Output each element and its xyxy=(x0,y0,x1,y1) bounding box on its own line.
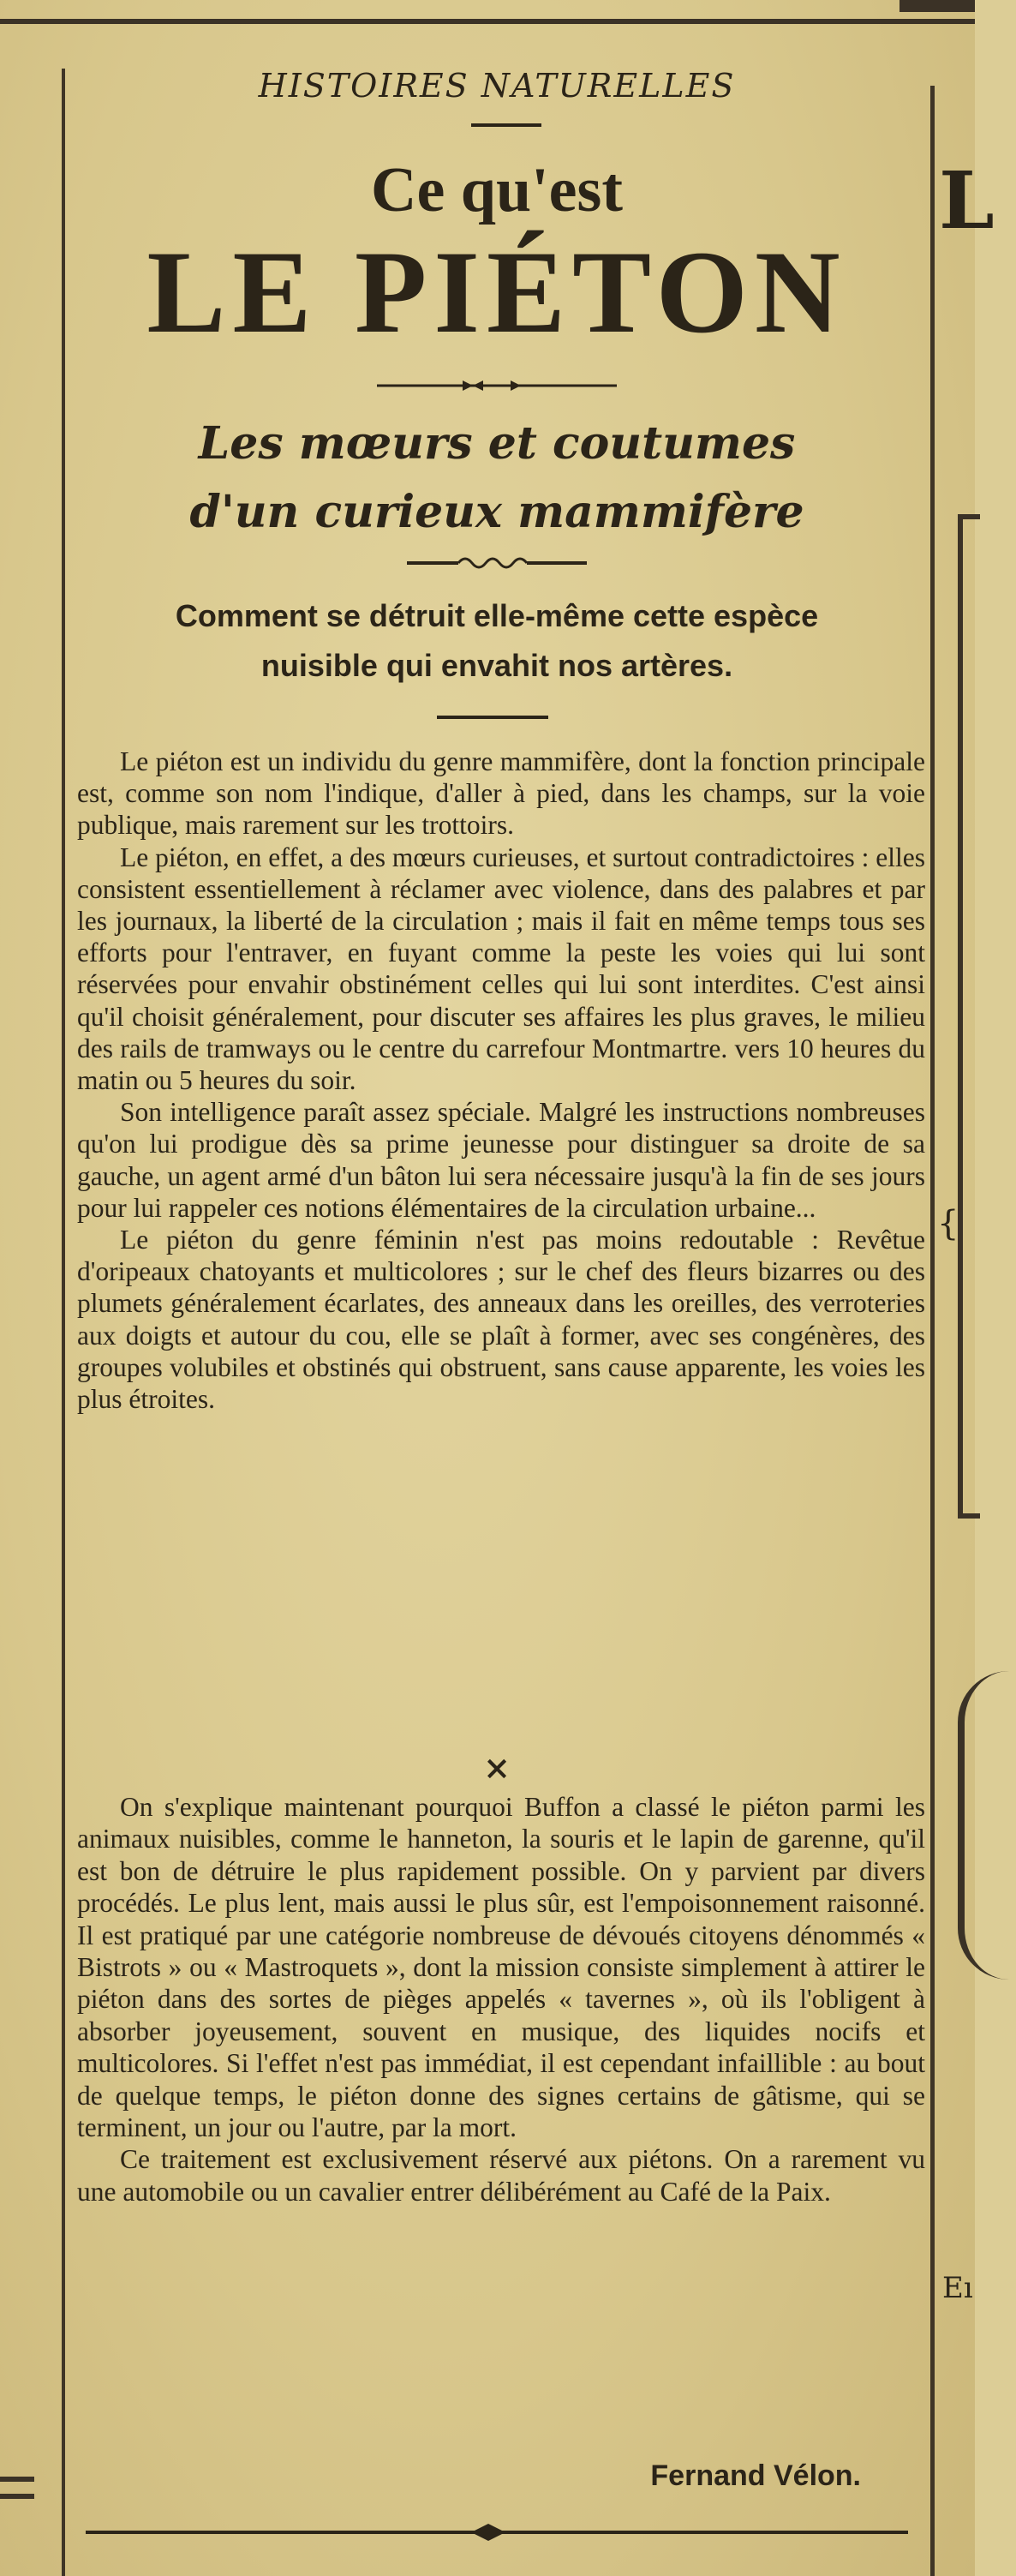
paragraph: Son intelligence paraît assez spéciale. Malgré les instructions nombreuses qu'on lui prodigue dès sa prime jeunesse pour distinguer sa droite de sa gauche, un agent armé d'un bâton lui sera nécessaire jusqu'à la fin de ses jours pour lui rappeler ces notions élémentaires de la circulation urbaine... xyxy=(77,1097,925,1223)
article-body-part-1 xyxy=(77,746,925,1415)
article-subtitle xyxy=(69,410,925,547)
left-column-rule xyxy=(62,69,65,2576)
paragraph: Ce traitement est exclusivement réservé aux piétons. On a rarement vu une automobile ou un cavalier entrer délibérément au Café de la Paix. xyxy=(77,2144,925,2207)
deck-line-2: nuisible qui envahit nos artères. xyxy=(260,648,733,683)
author-signature: Fernand Vélon. xyxy=(650,2459,861,2492)
adjacent-column-frame xyxy=(958,514,980,1519)
section-separator: × xyxy=(483,1748,511,1787)
deck-rule xyxy=(437,716,548,719)
adjacent-column-letters: Eı xyxy=(942,2271,973,2305)
top-right-rule xyxy=(899,0,975,12)
left-edge-mark-2 xyxy=(0,2494,34,2499)
section-rubric: HISTOIRES NATURELLES xyxy=(258,67,736,105)
paragraph: Le piéton, en effet, a des mœurs curieuses, et surtout contradictoires : elles consistent essentiellement à réclamer avec violence, dans des palabres et par les journaux, la liberté de la circulation ; mais il fait en même temps tous ses efforts pour l'entraver, en fuyant comme la peste les voies qui lui sont réservées pour envahir obstinément celles qui lui sont interdites. C'est ainsi qu'il choisit généralement, pour discuter ses affaires les plus graves, le milieu des rails de tramways ou le centre du carrefour Montmartre. vers 10 heures du matin ou 5 heures du soir. xyxy=(77,842,925,1096)
article-deck xyxy=(69,591,925,691)
headline-kicker: Ce qu'est xyxy=(371,155,623,225)
top-column-rule xyxy=(0,19,975,24)
closing-ornament-icon xyxy=(86,2519,908,2545)
adjacent-column-letter: L xyxy=(939,154,995,247)
paragraph: On s'explique maintenant pourquoi Buffon a classé le piéton parmi les animaux nuisibles, comme le hanneton, la souris et le lapin de garenne, qu'il est bon de détruire le plus rapidement possible. On y parvient par divers procédés. Le plus lent, mais aussi le plus sûr, est l'empoisonnement raisonné. Il est pratiqué par une catégorie nombreuse de dévoués citoyens dénommés « Bistrots » ou « Mastroquets », dont la mission consiste simplement à attirer le piéton dans des sortes de pièges appelés « tavernes », où ils l'obligent à absorber joyeusement, souvent en musique, des liquides nocifs et multicolores. Si l'effet n'est pas immédiat, il est cependant infaillible : au bout de quelque temps, le piéton donne des signes certains de gâtisme, qui se terminent, un jour ou l'autre, par la mort. xyxy=(77,1792,925,2143)
subtitle-line-1: Les mœurs et coutumes xyxy=(198,417,796,470)
rubric-rule xyxy=(471,123,541,127)
adjacent-column-mark: { xyxy=(937,1204,959,1243)
headline-main: LE PIÉTON xyxy=(146,226,847,357)
right-column-rule xyxy=(930,86,935,2576)
subtitle-line-2: d'un curieux mammifère xyxy=(189,486,804,538)
article-body-part-2 xyxy=(77,1791,925,2208)
paragraph: Le piéton est un individu du genre mammifère, dont la fonction principale est, comme son nom l'indique, d'aller à pied, dans les champs, sur la voie publique, mais rarement sur les trottoirs. xyxy=(77,746,925,841)
ornament-rule-icon xyxy=(377,377,617,394)
left-edge-mark xyxy=(0,2477,34,2482)
adjacent-column-curve xyxy=(958,1671,1016,1980)
paragraph: Le piéton du genre féminin n'est pas moins redoutable : Revêtue d'oripeaux chatoyants et multicolores ; sur le chef des fleurs bizarres ou des plumets généralement écarlates, des anneaux dans les oreilles, des verroteries aux doigts et autour du cou, elle se plaît à former, avec ses congénères, des groupes volubiles et obstinés qui obstruent, sans cause apparente, les voies les plus étroites. xyxy=(77,1225,925,1415)
deck-line-1: Comment se détruit elle-même cette espèce xyxy=(175,598,819,633)
wave-ornament-icon xyxy=(407,553,587,573)
